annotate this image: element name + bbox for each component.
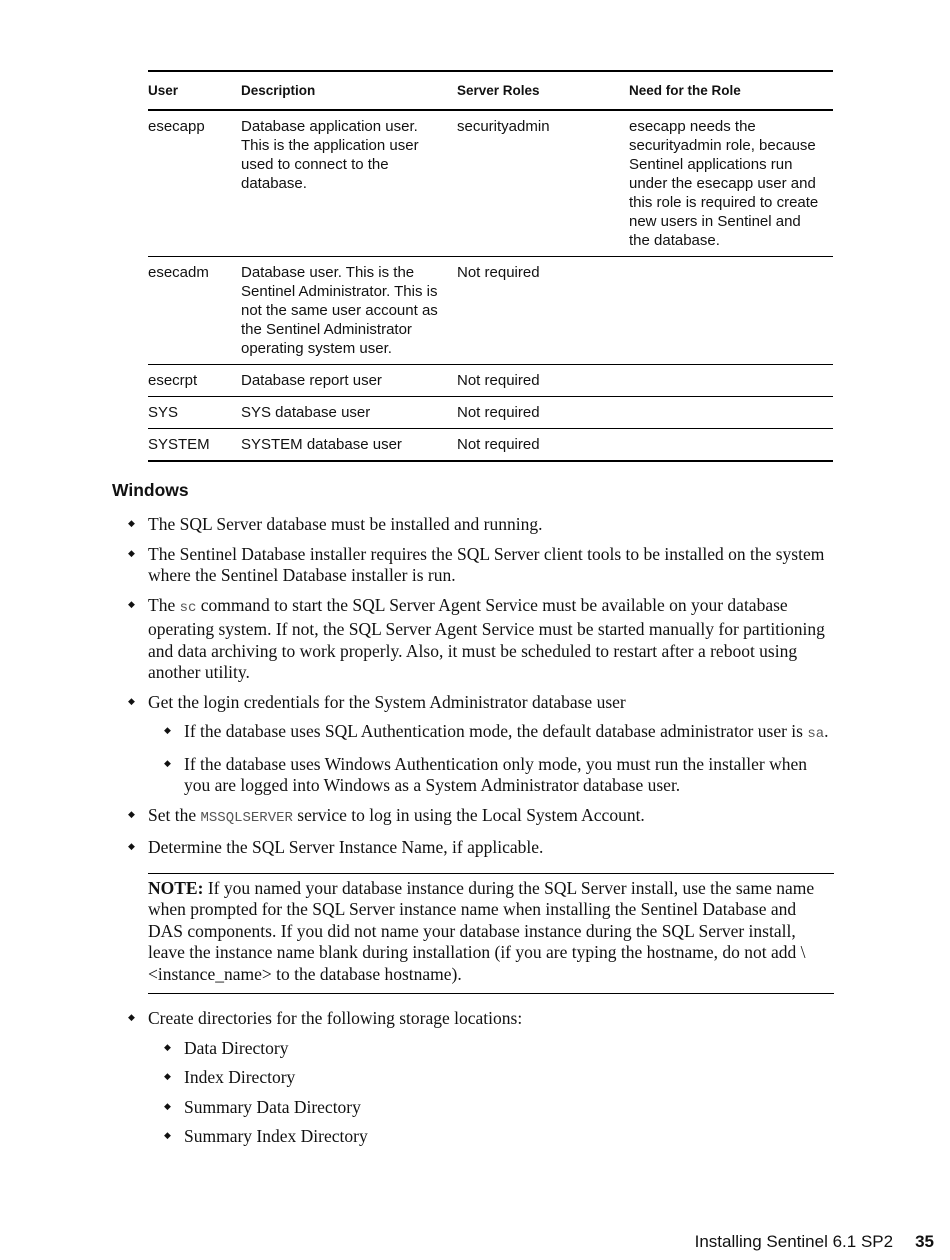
table-cell: esecapp	[148, 110, 241, 257]
table-cell	[629, 257, 833, 365]
table-cell: Database report user	[241, 365, 457, 397]
table-cell: esecrpt	[148, 365, 241, 397]
sub-list-item	[148, 1097, 834, 1119]
storage-list	[112, 1008, 834, 1148]
sub-list-item	[148, 1126, 834, 1148]
sub-list-item	[148, 1038, 834, 1060]
column-header-need-for-role: Need for the Role	[629, 71, 833, 110]
list-item-text: Data Directory	[184, 1037, 289, 1058]
windows-requirements	[112, 514, 834, 1156]
sub-list	[148, 1038, 834, 1148]
list-item-text: The Sentinel Database installer requires the SQL Server client tools to be installed on the system where the Sentinel Database installer is run.	[148, 543, 825, 585]
table-cell: Not required	[457, 257, 629, 365]
table-cell: SYS database user	[241, 397, 457, 429]
list-item-text: .	[824, 721, 829, 741]
table-cell: SYSTEM database user	[241, 429, 457, 462]
table-cell: securityadmin	[457, 110, 629, 257]
mssqlserver-service-code: MSSQLSERVER	[200, 809, 293, 826]
table-row	[148, 110, 833, 257]
list-item-text: service to log in using the Local System Account.	[297, 804, 645, 825]
table-row	[148, 397, 833, 429]
table-row	[148, 429, 833, 462]
list-item-text: command to start the SQL Server Agent Service must be available on your database operating system. If not, the SQL Server Agent Service must be started manually for partitioning and data archiving to work properly. Also, it must be scheduled to restart after a reboot using another utility.	[148, 594, 825, 682]
requirements-list	[112, 514, 834, 859]
column-header-server-roles: Server Roles	[457, 71, 629, 110]
database-users-table	[148, 70, 833, 462]
column-header-user: User	[148, 71, 241, 110]
list-item-text: The SQL Server database must be installed and running.	[148, 514, 543, 534]
list-item-text: Index Directory	[184, 1067, 296, 1087]
footer-title: Installing Sentinel 6.1 SP2	[694, 1232, 894, 1251]
list-item	[112, 544, 834, 587]
table-header-row	[148, 71, 833, 110]
table-cell: Not required	[457, 429, 629, 462]
list-item	[112, 805, 834, 830]
note-label: NOTE:	[148, 877, 204, 898]
list-item-text: Determine the SQL Server Instance Name, if applicable.	[148, 837, 544, 857]
table-cell: esecapp needs the securityadmin role, because Sentinel applications run under the esecapp user and this role is required to create new users in Sentinel and the database.	[629, 110, 833, 257]
page-footer	[695, 1232, 934, 1252]
sub-list-item	[148, 721, 834, 746]
table-row	[148, 365, 833, 397]
table-cell	[629, 397, 833, 429]
sa-user-code: sa	[807, 726, 825, 742]
sc-command-code: sc	[179, 599, 197, 616]
table-cell: Database application user. This is the application user used to connect to the database.	[241, 110, 457, 257]
list-item-text: Summary Index Directory	[184, 1126, 368, 1146]
list-item-text: Summary Data Directory	[184, 1096, 361, 1117]
table-cell: esecadm	[148, 257, 241, 365]
table-cell: SYS	[148, 397, 241, 429]
list-item-text: If the database uses Windows Authentication only mode, you must run the installer when you are logged into Windows as a System Administrator database user.	[184, 753, 808, 795]
list-item-text: Create directories for the following storage locations:	[148, 1008, 523, 1028]
section-heading-windows: Windows	[112, 480, 189, 500]
table-cell: Not required	[457, 397, 629, 429]
sub-list-item	[148, 754, 834, 797]
list-item	[112, 837, 834, 859]
note-box	[148, 873, 834, 995]
list-item	[112, 595, 834, 684]
sub-list-item	[148, 1067, 834, 1089]
table-cell	[629, 429, 833, 462]
column-header-description: Description	[241, 71, 457, 110]
list-item-text: Get the login credentials for the System Administrator database user	[148, 691, 626, 712]
table-cell: Not required	[457, 365, 629, 397]
page-number: 35	[915, 1232, 934, 1251]
note-text: If you named your database instance during the SQL Server install, use the same name when prompted for the SQL Server instance name when installing the Sentinel Database and DAS components. If you did not name your database instance during the SQL Server install, leave the instance name blank during installation (if you are typing the hostname, do not add \<instance_name> to the database hostname).	[148, 877, 815, 984]
table-row	[148, 257, 833, 365]
list-item-text: If the database uses SQL Authentication mode, the default database administrator user is	[184, 721, 803, 741]
list-item	[112, 514, 834, 536]
list-item-text: The	[148, 594, 176, 615]
list-item	[112, 1008, 834, 1148]
list-item	[112, 692, 834, 797]
table-cell: Database user. This is the Sentinel Administrator. This is not the same user account as the Sentinel Administrator operating system user.	[241, 257, 457, 365]
table-cell	[629, 365, 833, 397]
sub-list	[148, 721, 834, 797]
list-item-text: Set the	[148, 804, 197, 825]
table-cell: SYSTEM	[148, 429, 241, 462]
